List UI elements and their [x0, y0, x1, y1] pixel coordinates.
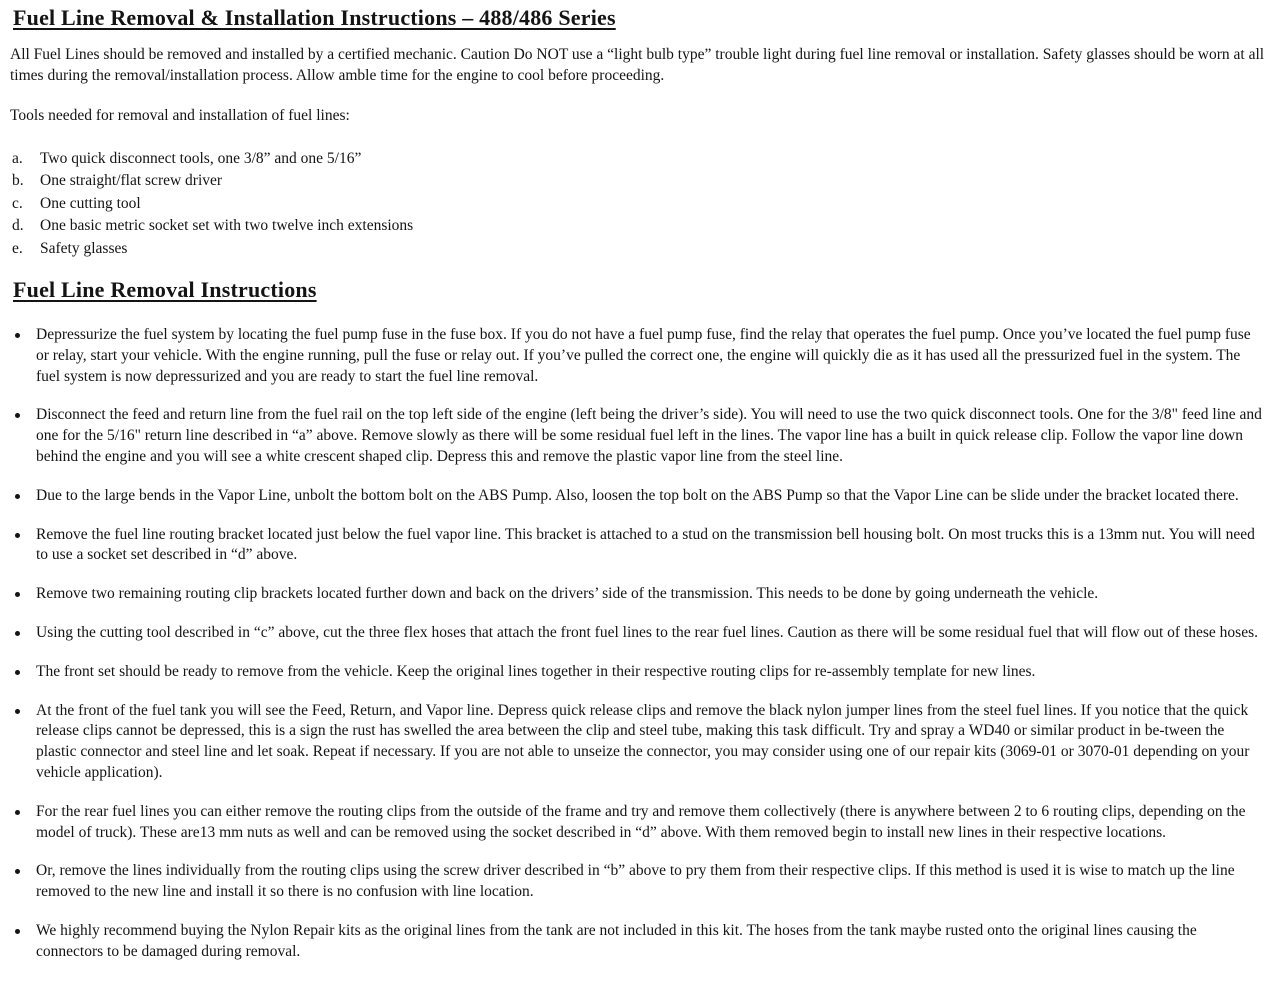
bullet-icon: [10, 405, 36, 467]
list-item: [12, 170, 1266, 192]
tools-heading: Tools needed for removal and installation of fuel lines:: [10, 107, 350, 124]
list-item-text: One straight/flat screw driver: [40, 172, 223, 190]
list-item: [10, 802, 1266, 844]
list-item-letter: d.: [12, 217, 24, 235]
step-text: Depressurize the fuel system by locating the fuel pump fuse in the fuse box. If you do not have a fuel pump fuse, find the relay that operates the fuel pump. Once you’ve located the fuel pump fuse or relay, start your vehicle. With the engine running, pull the fuse or relay out. If you’ve pulled the correct one, the engine will quickly die as it has used all the pressurized fuel in the system. The fuel system is now depressurized and you are ready to start the fuel line removal.: [36, 326, 1251, 385]
list-item-text: One basic metric socket set with two twelve inch extensions: [40, 217, 414, 235]
bullet-icon: [10, 486, 36, 507]
removal-steps-list: [10, 325, 1266, 963]
list-item: [10, 662, 1266, 683]
list-item: [12, 148, 1266, 170]
list-item: [10, 525, 1266, 567]
step-text: For the rear fuel lines you can either remove the routing clips from the outside of the frame and try and remove them collectively (there is anywhere between 2 to 6 routing clips, depending on the model of truck). These are13 mm nuts as well and can be removed using the socket described in “d” above. With them removed begin to install new lines in their respective locations.: [36, 802, 1246, 841]
list-item: [10, 623, 1266, 644]
step-text: Disconnect the feed and return line from the fuel rail on the top left side of the engine (left being the driver’s side). You will need to use the two quick disconnect tools. One for the 3/8" feed line and one for the 5/16" return line described in “a” above. Remove slowly as there will be some residual fuel left in the lines. The vapor line has a built in quick release clip. Follow the vapor line down behind the engine and you will see a white crescent shaped clip. Depress this and remove the plastic vapor line from the steel line.: [36, 406, 1262, 466]
bullet-icon: [10, 921, 36, 963]
list-item: [10, 701, 1266, 784]
list-item: [10, 861, 1266, 903]
intro-paragraph: All Fuel Lines should be removed and installed by a certified mechanic. Caution Do NOT use a “light bulb type” trouble light during fuel line removal or installation. Safety glasses should be worn at all times during the removal/installation process. Allow amble time for the engine to cool before proceeding.: [10, 46, 1265, 84]
list-item-letter: c.: [12, 194, 23, 212]
bullet-icon: [10, 623, 36, 644]
list-item: [10, 921, 1266, 963]
list-item-text: One cutting tool: [40, 194, 141, 212]
list-item: [12, 215, 1266, 237]
step-text: Or, remove the lines individually from the routing clips using the screw driver described in “b” above to pry them from their respective clips. If this method is used it is wise to match up the line removed to the new line and install it so there is no confusion with line location.: [36, 862, 1235, 901]
list-item: [10, 486, 1266, 507]
step-text: At the front of the fuel tank you will see the Feed, Return, and Vapor line. Depress quick release clips and remove the black nylon jumper lines from the steel fuel lines. If you notice that the quick release clips cannot be depressed, this is a sign the rust has swelled the area between the clip and steel tube, making this task difficult. Try and spray a WD40 or similar product in be-tween the plastic connector and steel line and let soak. Repeat if necessary. If you are not able to unseize the connector, you may consider using one of our repair kits (3069-01 or 3070-01 depending on your vehicle application).: [36, 701, 1250, 781]
step-text: We highly recommend buying the Nylon Repair kits as the original lines from the tank are not included in this kit. The hoses from the tank maybe rusted onto the original lines causing the connectors to be damaged during removal.: [36, 921, 1197, 960]
list-item: [10, 325, 1266, 387]
step-text: Remove the fuel line routing bracket located just below the fuel vapor line. This bracket is attached to a stud on the transmission bell housing bolt. On most trucks this is a 13mm nut. You will need to use a socket set described in “d” above.: [36, 525, 1255, 564]
bullet-icon: [10, 802, 36, 844]
removal-instructions-heading: Fuel Line Removal Instructions: [13, 277, 317, 303]
step-text: Due to the large bends in the Vapor Line, unbolt the bottom bolt on the ABS Pump. Also, loosen the top bolt on the ABS Pump so that the Vapor Line can be slide under the bracket located there.: [36, 486, 1239, 504]
step-text: Using the cutting tool described in “c” above, cut the three flex hoses that attach the front fuel lines to the rear fuel lines. Caution as there will be some residual fuel that will flow out of these hoses.: [36, 624, 1258, 641]
list-item-letter: b.: [12, 172, 24, 190]
list-item-letter: e.: [12, 239, 23, 257]
list-item: [10, 405, 1266, 467]
list-item-letter: a.: [12, 150, 23, 167]
step-text: Remove two remaining routing clip brackets located further down and back on the drivers’ side of the transmission. This needs to be done by going underneath the vehicle.: [36, 585, 1099, 603]
bullet-icon: [10, 861, 36, 903]
tools-list: [12, 148, 1266, 260]
bullet-icon: [10, 525, 36, 567]
list-item: [12, 238, 1266, 260]
list-item: [12, 193, 1266, 215]
list-item-text: Two quick disconnect tools, one 3/8” and one 5/16”: [40, 150, 362, 167]
step-text: The front set should be ready to remove from the vehicle. Keep the original lines together in their respective routing clips for re-assembly template for new lines.: [36, 662, 1036, 680]
bullet-icon: [10, 701, 36, 784]
bullet-icon: [10, 325, 36, 387]
list-item-text: Safety glasses: [40, 239, 128, 257]
document-title: Fuel Line Removal & Installation Instructions – 488/486 Series: [13, 5, 616, 30]
bullet-icon: [10, 662, 36, 683]
bullet-icon: [10, 584, 36, 605]
list-item: [10, 584, 1266, 605]
